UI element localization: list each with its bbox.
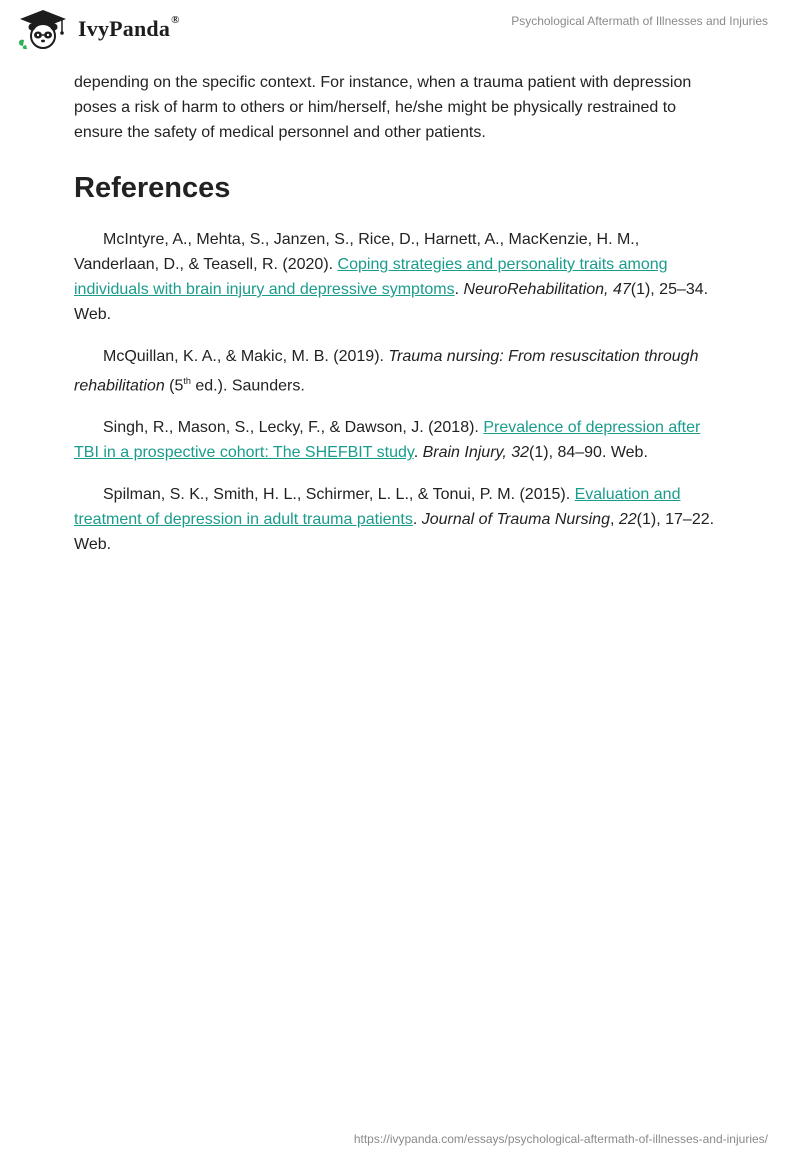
reference-item: Singh, R., Mason, S., Lecky, F., & Dawson, J. (2018). Prevalence of depression after TBI in a prospective cohort: The SHEFBIT study. Brain Injury, 32(1), 84–90. Web. xyxy=(74,419,701,462)
references-heading: References xyxy=(74,172,231,204)
page-url[interactable]: https://ivypanda.com/essays/psychological-aftermath-of-illnesses-and-injuries/ xyxy=(353,1132,768,1146)
brand-name: IvyPanda® xyxy=(78,14,180,41)
journal-name: NeuroRehabilitation, 47 xyxy=(463,281,631,298)
journal-name: Journal of Trauma Nursing xyxy=(421,511,610,529)
journal-volume: 22 xyxy=(618,511,637,529)
reference-link[interactable]: Evaluation and treatment of depression in adult trauma patients xyxy=(74,486,681,529)
reference-item: Spilman, S. K., Smith, H. L., Schirmer, L. L., & Tonui, P. M. (2015). Evaluation and treatment of depression in adult trauma patients. Journal of Trauma Nursing, 22(1), 17–22. Web. xyxy=(74,486,715,554)
journal-name: Brain Injury, 32 xyxy=(422,444,530,462)
ivypanda-logo[interactable] xyxy=(14,8,180,50)
reference-item: McQuillan, K. A., & Makic, M. B. (2019). Trauma nursing: From resuscitation through rehabilitation (5th ed.). Saunders. xyxy=(74,348,699,395)
registered-mark: ® xyxy=(171,14,180,26)
book-title: Trauma nursing: From resuscitation through rehabilitation xyxy=(74,348,699,395)
panda-graduate-icon xyxy=(14,8,72,50)
intro-paragraph: depending on the specific context. For instance, when a trauma patient with depression poses a risk of harm to others or him/herself, he/she might be physically restrained to ensure the safety of medical personnel and other patients. xyxy=(74,74,692,141)
document-title: Psychological Aftermath of Illnesses and Injuries xyxy=(511,14,768,28)
reference-link[interactable]: Prevalence of depression after TBI in a prospective cohort: The SHEFBIT study xyxy=(74,419,701,462)
reference-link[interactable]: Coping strategies and personality traits among individuals with brain injury and depressive symptoms xyxy=(74,256,668,298)
reference-item: McIntyre, A., Mehta, S., Janzen, S., Rice, D., Harnett, A., MacKenzie, H. M., Vanderlaan, D., & Teasell, R. (2020). Coping strategies and personality traits among individuals with brain injury and depressive symptoms. NeuroRehabilitation, 47(1), 25–34. Web. xyxy=(74,231,709,323)
page-header xyxy=(0,0,800,60)
document-body xyxy=(74,70,724,574)
